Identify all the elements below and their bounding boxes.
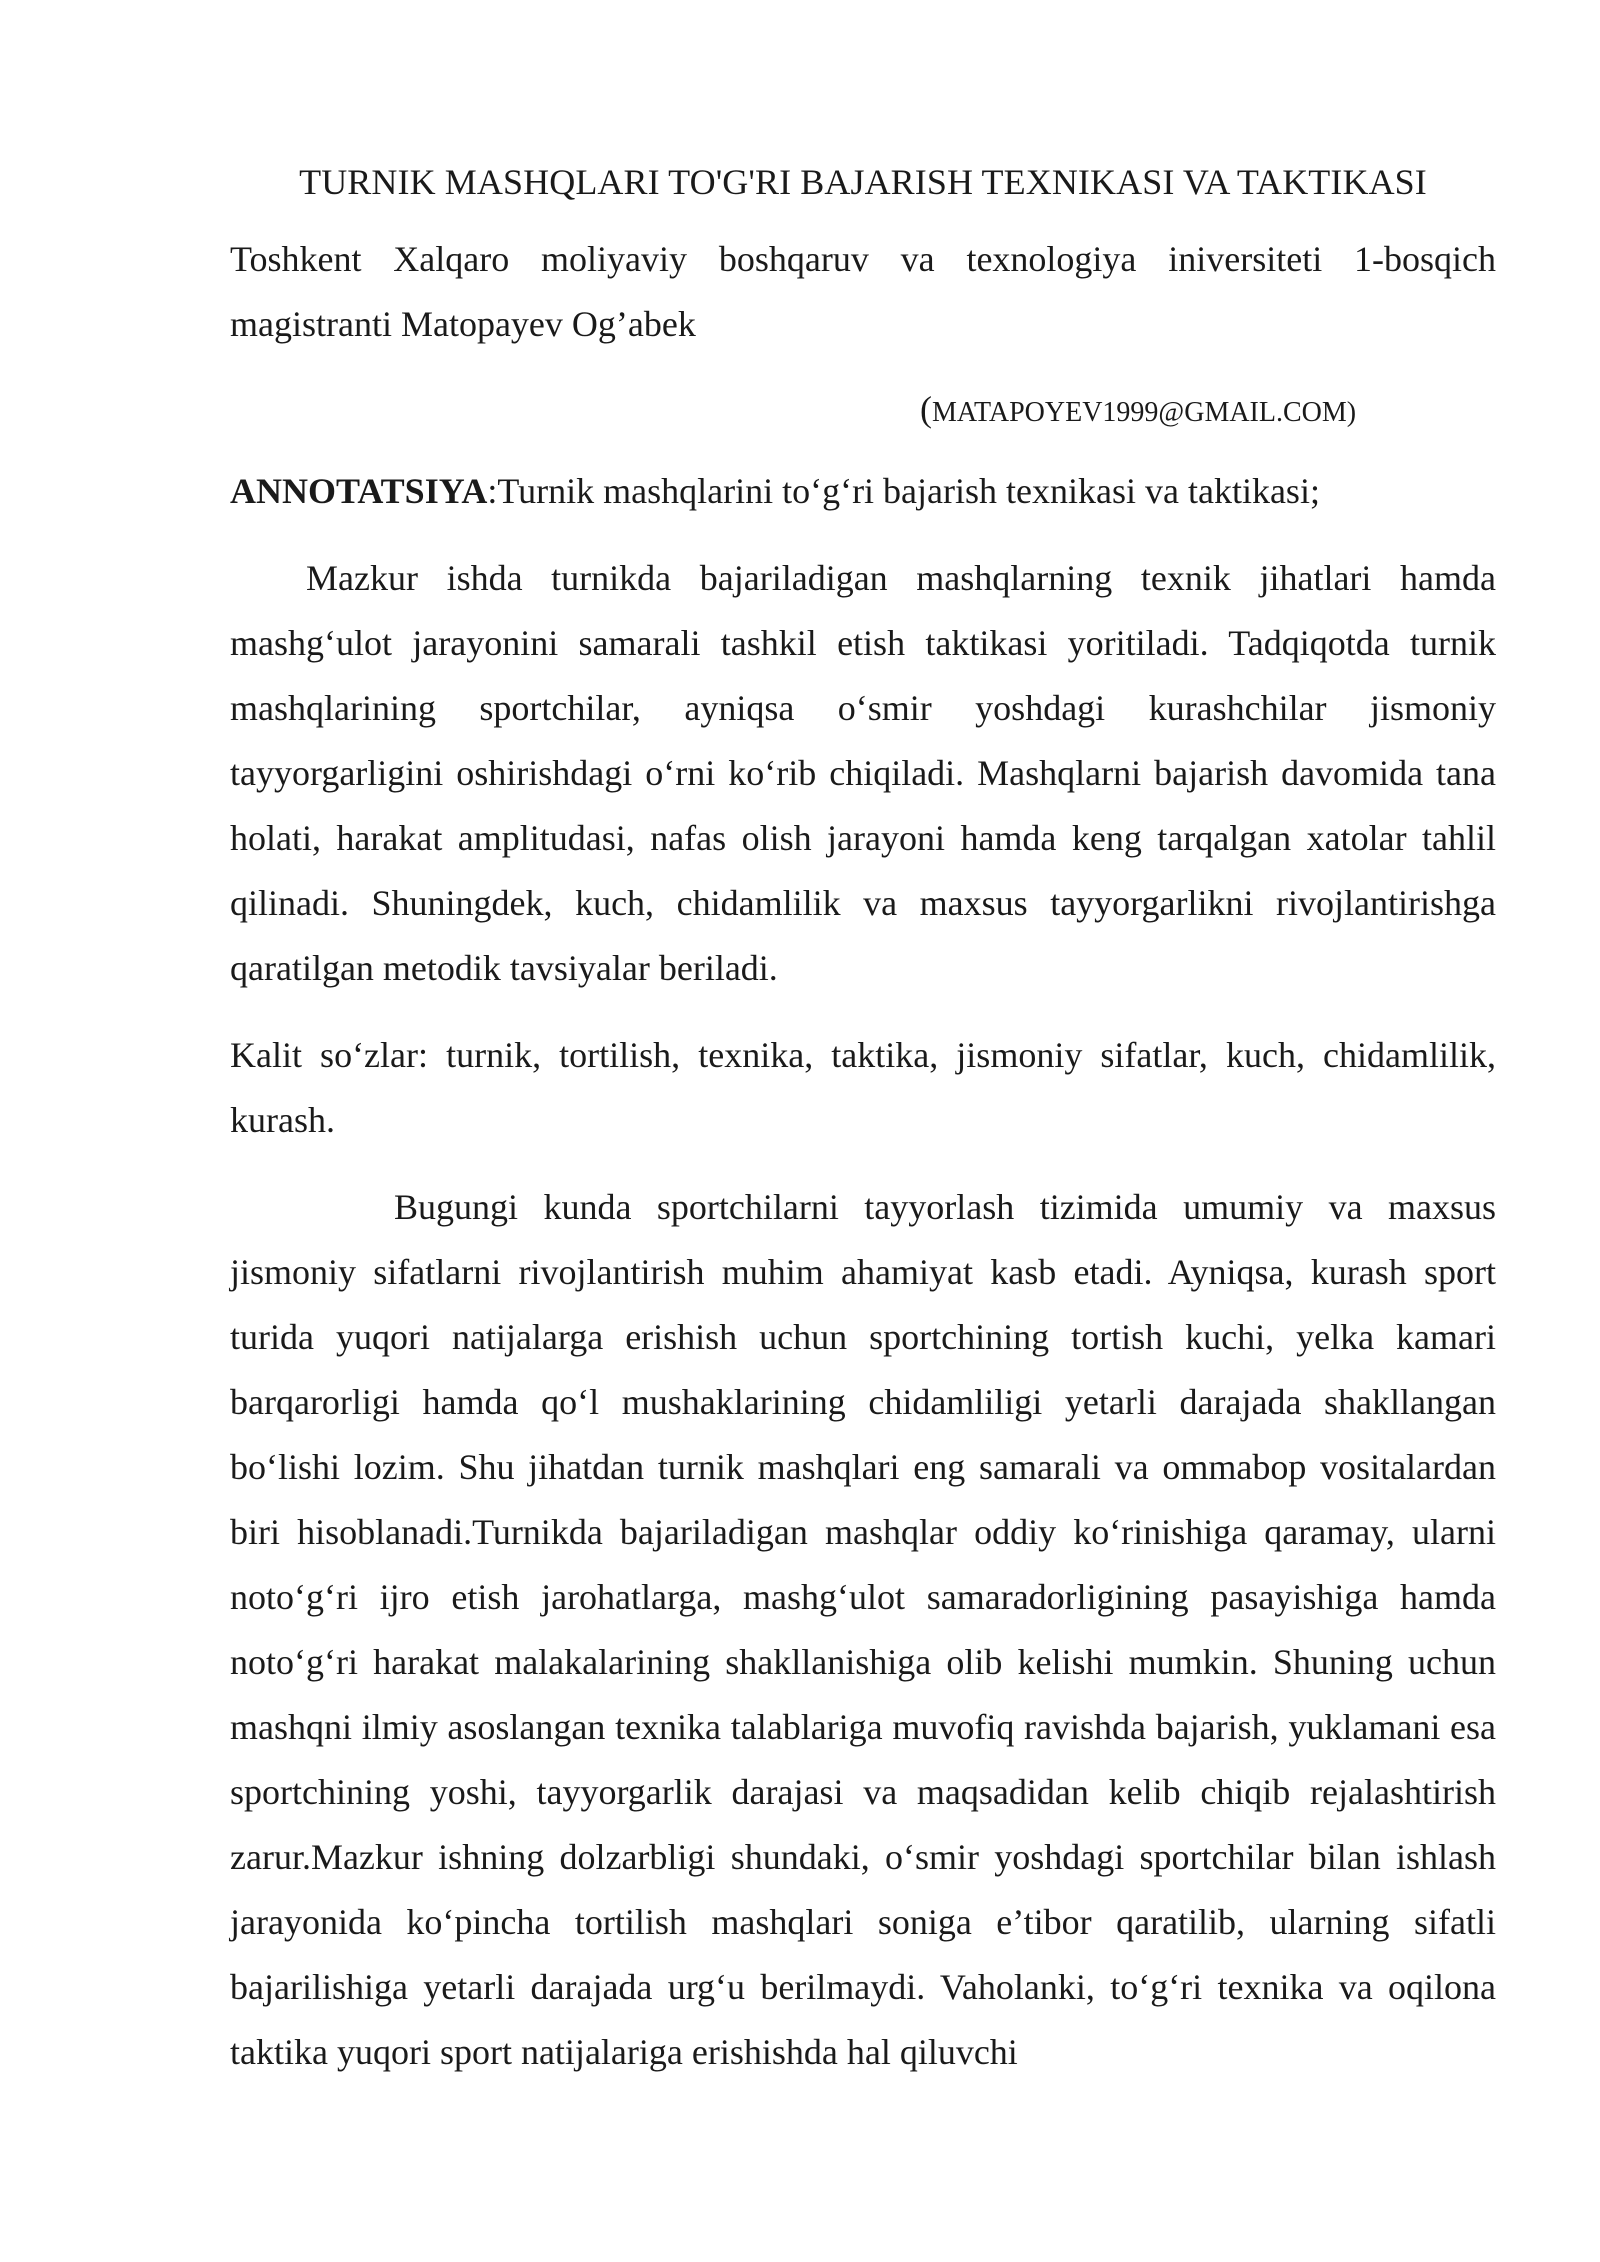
keywords-paragraph: Kalit so‘zlar: turnik, tortilish, texnika, taktika, jismoniy sifatlar, kuch, chidamlilik, kurash. (230, 1035, 1496, 1140)
author-affiliation: Toshkent Xalqaro moliyaviy boshqaruv va texnologiya iniversiteti 1-bosqich magistranti Matopayev Og’abek (230, 239, 1496, 344)
document-title: TURNIK MASHQLARI TO'G'RI BAJARISH TEXNIKASI VA TAKTIKASI (299, 162, 1427, 202)
author-email (230, 377, 1496, 445)
body-paragraph: Bugungi kunda sportchilarni tayyorlash tizimida umumiy va maxsus jismoniy sifatlarni rivojlantirish muhim ahamiyat kasb etadi. Ayniqsa, kurash sport turida yuqori natijalarga erishish uchun sportchining tortish kuchi, yelka kamari barqarorligi hamda qo‘l mushaklarining chidamliligi yetarli darajada shakllangan bo‘lishi lozim. Shu jihatdan turnik mashqlari eng samarali va ommabop vositalardan biri hisoblanadi.Turnikda bajariladigan mashqlar oddiy ko‘rinishiga qaramay, ularni noto‘g‘ri ijro etish jarohatlarga, mashg‘ulot samaradorligining pasayishiga hamda noto‘g‘ri harakat malakalarining shakllanishiga olib kelishi mumkin. Shuning uchun mashqni ilmiy asoslangan texnika talablariga muvofiq ravishda bajarish, yuklamani esa sportchining yoshi, tayyorgarlik darajasi va maqsadidan kelib chiqib rejalashtirish zarur.Mazkur ishning dolzarbligi shundaki, o‘smir yoshdagi sportchilar bilan ishlash jarayonida ko‘pincha tortilish mashqlari soniga e’tibor qaratilib, ularning sifatli bajarilishiga yetarli darajada urg‘u berilmaydi. Vaholanki, to‘g‘ri texnika va oqilona taktika yuqori sport natijalariga erishishda hal qiluvchi (230, 1187, 1496, 2072)
annotation-text: :Turnik mashqlarini to‘g‘ri bajarish texnikasi va taktikasi; (487, 471, 1320, 511)
email-open-paren: ( (920, 389, 932, 429)
document-page (230, 150, 1496, 2085)
abstract-paragraph: Mazkur ishda turnikda bajariladigan mashqlarning texnik jihatlari hamda mashg‘ulot jarayonini samarali tashkil etish taktikasi yoritiladi. Tadqiqotda turnik mashqlarining sportchilar, ayniqsa o‘smir yoshdagi kurashchilar jismoniy tayyorgarligini oshirishdagi o‘rni ko‘rib chiqiladi. Mashqlarni bajarish davomida tana holati, harakat amplitudasi, nafas olish jarayoni hamda keng tarqalgan xatolar tahlil qilinadi. Shuningdek, kuch, chidamlilik va maxsus tayyorgarlikni rivojlantirishga qaratilgan metodik tavsiyalar beriladi. (230, 558, 1496, 988)
email-text: MATAPOYEV1999@GMAIL.COM) (932, 397, 1357, 428)
annotation-heading (230, 459, 1496, 524)
annotation-label: ANNOTATSIYA (230, 471, 488, 511)
